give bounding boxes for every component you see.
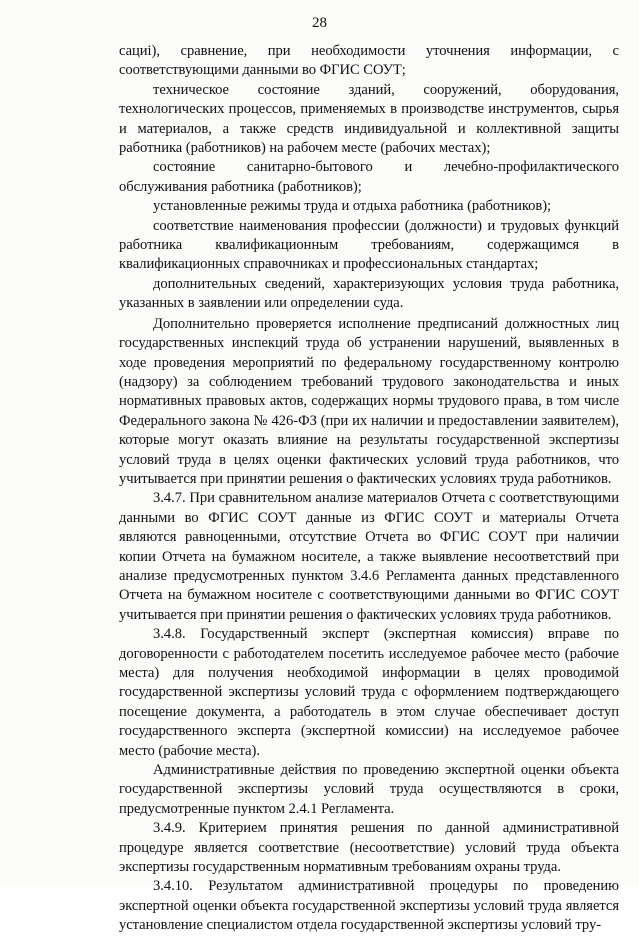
paragraph-3-4-8: 3.4.8. Государственный эксперт (экспертная комиссия) вправе по договоренности с работодателем посетить исследуемое рабочее место (рабочие места) для получения необходимой информации в целях проводимой государственной экспертизы условий труда с оформлением подтверждающего посещение документа, а работодатель в этом случае обеспечивает доступ государственного эксперта (экспертной комиссии) на исследуемое рабочее место (рабочие места). [119, 626, 619, 759]
paragraph-3-4-9: 3.4.9. Критерием принятия решения по данной административной процедуре является соответствие (несоответствие) условий труда объекта экспертизы государственным нормативным требованиям охраны труда. [119, 820, 619, 876]
list-item-profession-compliance: соответствие наименования профессии (должности) и трудовых функций работника квалификационным требованиям, содержащимся в квалификационных справочниках и профессиональных стандартах; [119, 217, 619, 273]
paragraph-3-4-10: 3.4.10. Результатом административной процедуры по проведению экспертной оценки объекта государственной экспертизы условий труда является установление специалистом отдела государственной экспертизы условий тру- [119, 878, 619, 934]
paragraph-continuation: сациі), сравнение, при необходимости уточнения информации, с соответствующими данными во ФГИС СОУТ; [119, 43, 619, 79]
paragraph-3-4-7: 3.4.7. При сравнительном анализе материалов Отчета с соответствующими данными во ФГИС СОУТ данные из ФГИС СОУТ и материалы Отчета являются равноценными, отсутствие Отчета во ФГИС СОУТ при наличии копии Отчета на бумажном носителе, а также выявление несоответствий при анализе предусмотренных пунктом 3.4.6 Регламента данных представленного Отчета на бумажном носителе с соответствующими данными во ФГИС СОУТ учитывается при принятии решения о фактических условиях труда работников. [119, 490, 619, 623]
document-body [119, 42, 619, 936]
list-item-work-rest-regimes: установленные режимы труда и отдыха работника (работников); [153, 198, 552, 215]
list-item-technical-condition: техническое состояние зданий, сооружений, оборудования, технологических процессов, применяемых в производстве инструментов, сырья и материалов, а также средств индивидуальной и коллективной защиты работника (работников) на рабочем месте (рабочих местах); [119, 81, 619, 157]
page-number: 28 [312, 15, 327, 31]
list-item-additional-info: дополнительных сведений, характеризующих условия труда работника, указанных в заявлении или определении суда. [119, 275, 619, 312]
list-item-sanitary-condition: состояние санитарно-бытового и лечебно-профилактического обслуживания работника (работников); [119, 159, 619, 195]
paragraph-administrative-actions: Административные действия по проведению экспертной оценки объекта государственной экспертизы условий труда осуществляются в сроки, предусмотренные пунктом 2.4.1 Регламента. [119, 762, 619, 817]
paragraph-additional-check: Дополнительно проверяется исполнение предписаний должностных лиц государственных инспекций труда об устранении нарушений, выявленных в ходе проведения мероприятий по федеральному государственному контролю (надзору) за соблюдением требований трудового законодательства и иных нормативных правовых актов, содержащих нормы трудового права, в том числе Федерального закона № 426-ФЗ (при их наличии и предоставлении заявителем), которые могут оказать влияние на результаты государственной экспертизы условий труда в целях оценки фактических условий труда работников, что учитывается при принятии решения о фактических условиях труда работников. [119, 315, 619, 487]
